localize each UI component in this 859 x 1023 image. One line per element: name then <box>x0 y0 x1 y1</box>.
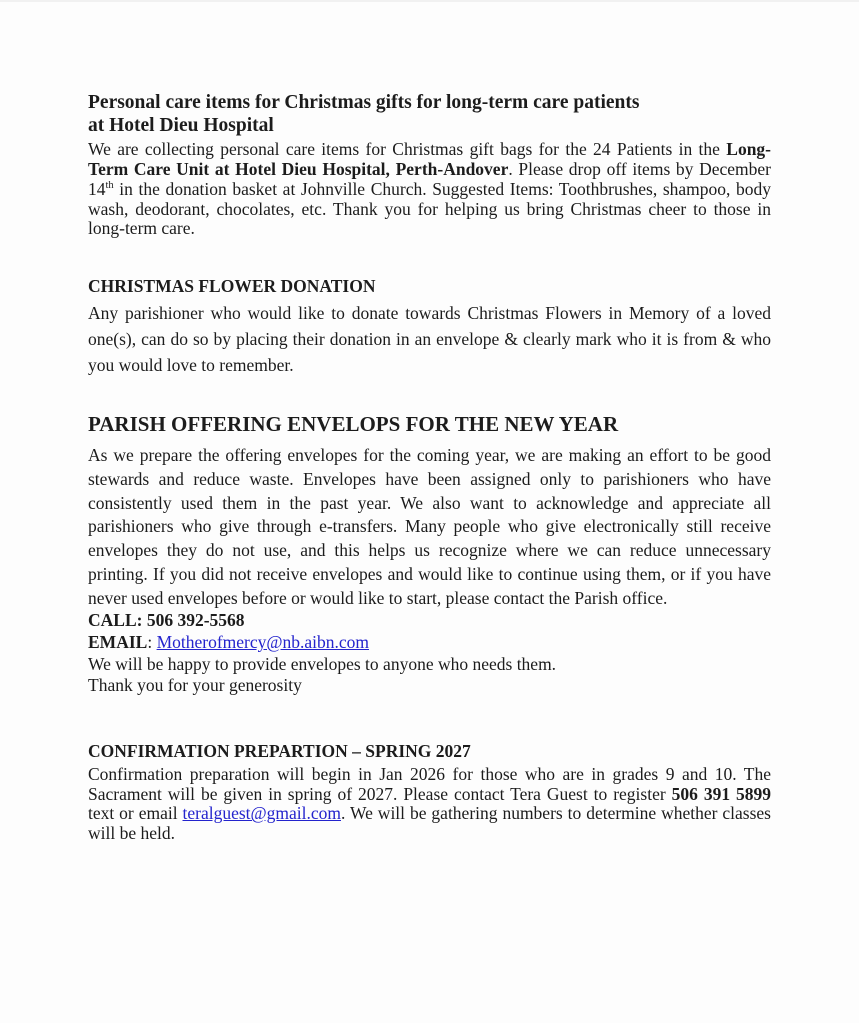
parish-envelopes-paragraph <box>88 444 771 611</box>
personal-care-title-line-2: at Hotel Dieu Hospital <box>88 114 274 136</box>
confirmation-email-link[interactable]: teralguest@gmail.com <box>182 803 341 824</box>
bulletin-content <box>88 92 771 844</box>
section-christmas-flower-donation <box>88 276 771 379</box>
personal-care-title <box>88 92 771 137</box>
personal-care-title-line-1: Personal care items for Christmas gifts for long-term care patients <box>88 92 640 113</box>
flower-donation-heading: CHRISTMAS FLOWER DONATION <box>88 276 376 297</box>
section-personal-care-items <box>88 92 771 239</box>
parish-note-line-1: We will be happy to provide envelopes to anyone who needs them. <box>88 653 557 674</box>
section-parish-offering-envelopes <box>88 412 771 696</box>
confirmation-heading: CONFIRMATION PREPARTION – SPRING 2027 <box>88 740 471 761</box>
bold-text: CALL: 506 392-5568 <box>88 610 245 631</box>
body-text: . Please drop off items by December 14 <box>88 158 772 199</box>
section-confirmation-preparation <box>88 741 771 844</box>
parish-note-line-2: Thank you for your generosity <box>88 674 302 695</box>
body-text: : <box>147 632 157 653</box>
parish-email-line <box>88 632 771 654</box>
body-text: in the donation basket at Johnville Church. Suggested Items: Toothbrushes, shampoo, body wash, deodorant, chocolates, etc. Thank you for helping us bring Christmas cheer to those in long-term care. <box>88 178 771 239</box>
scan-edge-line <box>0 0 859 2</box>
parish-call-line <box>88 610 771 632</box>
parish-email-link[interactable]: Motherofmercy@nb.aibn.com <box>156 632 370 653</box>
confirmation-paragraph <box>88 765 771 844</box>
body-text: We are collecting personal care items for Christmas gift bags for the 24 Patients in the <box>88 139 727 160</box>
body-text: As we prepare the offering envelopes for the coming year, we are making an effort to be good stewards and reduce waste. Envelopes have been assigned only to parishioners who have consistently used them in the past year. We also want to acknowledge and appreciate all parishioners who give through e-transfers. Many people who give electronically still receive envelopes they do not use, and this helps us recognize where we can reduce unnecessary printing. If you did not receive envelopes and would like to continue using them, or if you have never used envelopes before or would like to start, please contact the Parish office. <box>88 444 771 608</box>
personal-care-paragraph <box>88 140 771 239</box>
parish-envelopes-heading: PARISH OFFERING ENVELOPS FOR THE NEW YEAR <box>88 411 619 436</box>
body-text: Any parishioner who would like to donate towards Christmas Flowers in Memory of a loved one(s), can do so by placing their donation in an envelope & clearly mark who it is from & who you would love to remember. <box>88 303 771 375</box>
body-text: text or email <box>88 803 183 824</box>
bold-text: EMAIL <box>88 632 148 653</box>
superscript-text: th <box>105 179 114 191</box>
body-text: Confirmation preparation will begin in Jan 2026 for those who are in grades 9 and 10. The Sacrament will be given in spring of 2027. Please contact Tera Guest to register <box>88 763 771 804</box>
body-text: . We will be gathering numbers to determine whether classes will be held. <box>88 803 771 844</box>
bold-text: Long-Term Care Unit at Hotel Dieu Hospital, Perth-Andover <box>88 139 771 179</box>
flower-donation-paragraph <box>88 301 771 379</box>
bold-text: 506 391 5899 <box>671 783 772 804</box>
